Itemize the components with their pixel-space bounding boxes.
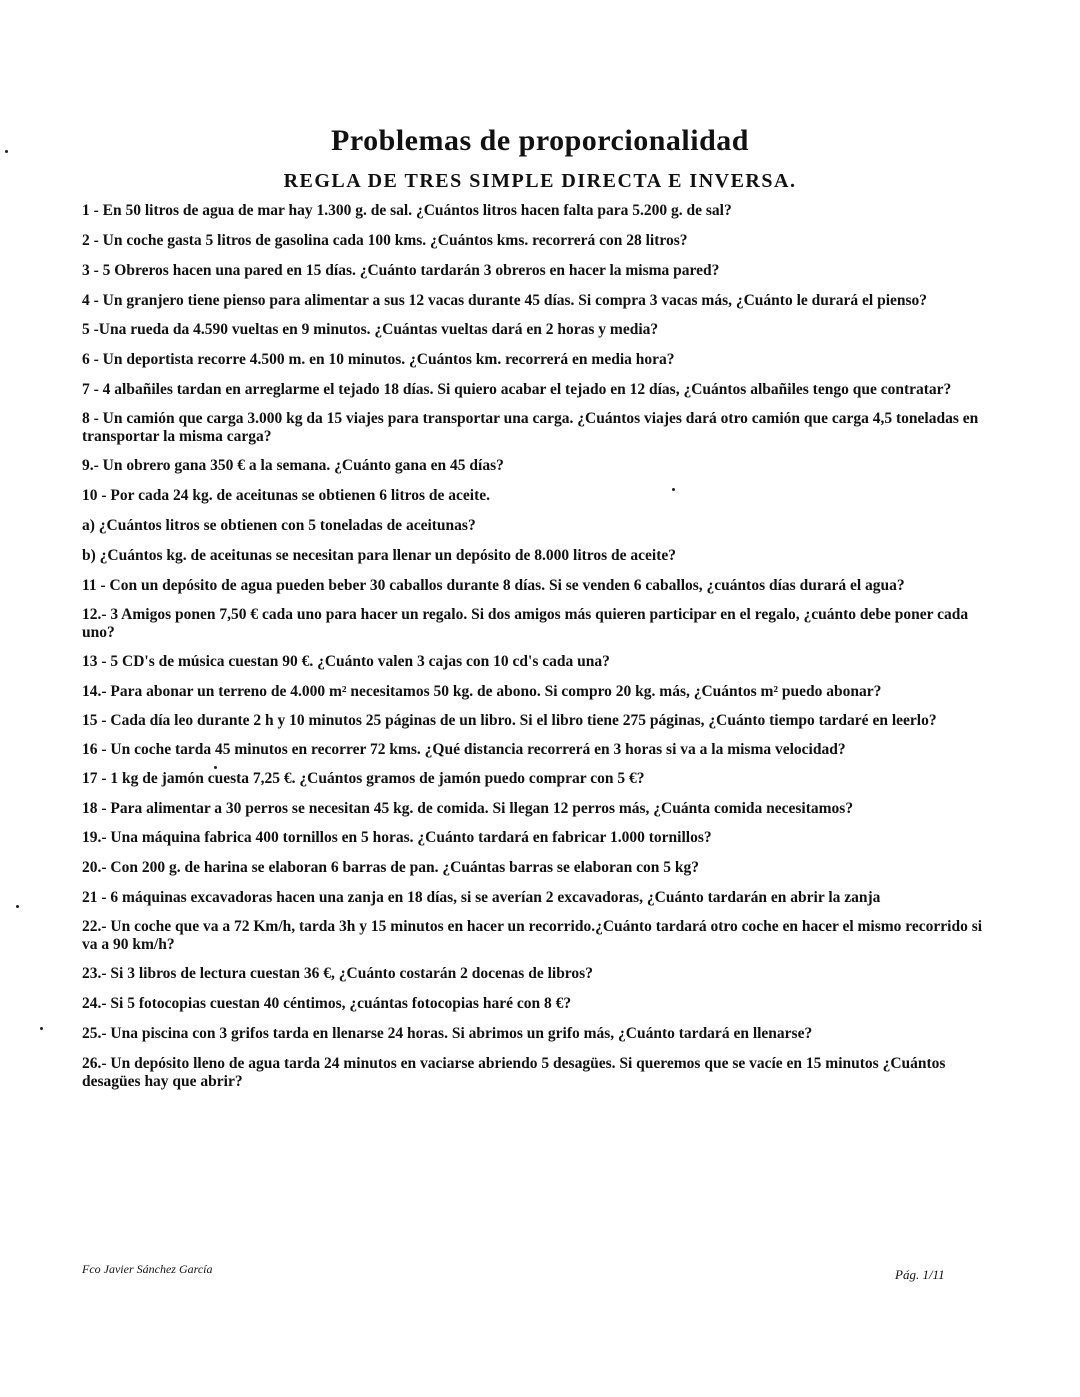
problem-21: 21 - 6 máquinas excavadoras hacen una zanja en 18 días, si se averían 2 excavadoras, ¿Cuánto tardarán en abrir la zanja bbox=[82, 889, 881, 906]
problem-18: 18 - Para alimentar a 30 perros se necesitan 45 kg. de comida. Si llegan 12 perros más, ¿Cuánta comida necesitamos? bbox=[82, 800, 854, 817]
problem-17: 17 - 1 kg de jamón cuesta 7,25 €. ¿Cuántos gramos de jamón puedo comprar con 5 €? bbox=[82, 770, 645, 787]
problem-1: 1 - En 50 litros de agua de mar hay 1.300 g. de sal. ¿Cuántos litros hacen falta para 5.200 g. de sal? bbox=[82, 202, 732, 219]
problem-24: 24.- Si 5 fotocopias cuestan 40 céntimos, ¿cuántas fotocopias haré con 8 €? bbox=[82, 995, 572, 1012]
scan-speck bbox=[16, 905, 19, 908]
problem-11: 11 - Con un depósito de agua pueden beber 30 caballos durante 8 días. Si se venden 6 caballos, ¿cuántos días durará el agua? bbox=[82, 577, 905, 594]
problem-5: 5 -Una rueda da 4.590 vueltas en 9 minutos. ¿Cuántas vueltas dará en 2 horas y media? bbox=[82, 321, 659, 338]
problem-8: 8 - Un camión que carga 3.000 kg da 15 viajes para transportar una carga. ¿Cuántos viajes dará otro camión que carga 4,5 toneladas en transportar la misma carga? bbox=[82, 410, 979, 445]
problem-10b: b) ¿Cuántos kg. de aceitunas se necesitan para llenar un depósito de 8.000 litros de aceite? bbox=[82, 547, 677, 564]
problem-10a: a) ¿Cuántos litros se obtienen con 5 toneladas de aceitunas? bbox=[82, 517, 476, 534]
problem-4: 4 - Un granjero tiene pienso para alimentar a sus 12 vacas durante 45 días. Si compra 3 vacas más, ¿Cuánto le durará el pienso? bbox=[82, 292, 928, 309]
page-title: Problemas de proporcionalidad bbox=[331, 124, 749, 157]
problem-14: 14.- Para abonar un terreno de 4.000 m² necesitamos 50 kg. de abono. Si compro 20 kg. más, ¿Cuántos m² puedo abonar? bbox=[82, 683, 882, 700]
problem-13: 13 - 5 CD's de música cuestan 90 €. ¿Cuánto valen 3 cajas con 10 cd's cada una? bbox=[82, 653, 610, 670]
scan-speck bbox=[214, 766, 217, 769]
problem-19: 19.- Una máquina fabrica 400 tornillos en 5 horas. ¿Cuánto tardará en fabricar 1.000 tornillos? bbox=[82, 829, 712, 846]
scan-speck bbox=[40, 1027, 43, 1030]
problem-9: 9.- Un obrero gana 350 € a la semana. ¿Cuánto gana en 45 días? bbox=[82, 457, 504, 474]
problem-6: 6 - Un deportista recorre 4.500 m. en 10 minutos. ¿Cuántos km. recorrerá en media hora? bbox=[82, 351, 675, 368]
problem-22: 22.- Un coche que va a 72 Km/h, tarda 3h y 15 minutos en hacer un recorrido.¿Cuánto tardará otro coche en hacer el mismo recorrido si va a 90 km/h? bbox=[82, 918, 983, 953]
scan-speck bbox=[672, 488, 675, 491]
problem-12: 12.- 3 Amigos ponen 7,50 € cada uno para hacer un regalo. Si dos amigos más quieren participar en el regalo, ¿cuánto debe poner cada uno? bbox=[82, 606, 969, 641]
problem-list bbox=[82, 202, 1000, 1102]
problem-25: 25.- Una piscina con 3 grifos tarda en llenarse 24 horas. Si abrimos un grifo más, ¿Cuánto tardará en llenarse? bbox=[82, 1025, 813, 1042]
footer-author: Fco Javier Sánchez García bbox=[82, 1262, 213, 1276]
problem-23: 23.- Si 3 libros de lectura cuestan 36 €, ¿Cuánto costarán 2 docenas de libros? bbox=[82, 965, 593, 982]
problem-15: 15 - Cada día leo durante 2 h y 10 minutos 25 páginas de un libro. Si el libro tiene 275 páginas, ¿Cuánto tiempo tardaré en leerlo? bbox=[82, 712, 937, 729]
scan-speck bbox=[5, 150, 8, 153]
problem-26: 26.- Un depósito lleno de agua tarda 24 minutos en vaciarse abriendo 5 desagües. Si queremos que se vacíe en 15 minutos ¿Cuántos desagües hay que abrir? bbox=[82, 1055, 946, 1090]
footer-page-number: Pág. 1/11 bbox=[895, 1267, 945, 1282]
problem-2: 2 - Un coche gasta 5 litros de gasolina cada 100 kms. ¿Cuántos kms. recorrerá con 28 litros? bbox=[82, 232, 688, 249]
problem-7: 7 - 4 albañiles tardan en arreglarme el tejado 18 días. Si quiero acabar el tejado en 12 días, ¿Cuántos albañiles tengo que contratar? bbox=[82, 381, 952, 398]
problem-16: 16 - Un coche tarda 45 minutos en recorrer 72 kms. ¿Qué distancia recorrerá en 3 horas si va a la misma velocidad? bbox=[82, 741, 846, 758]
page-subtitle: REGLA DE TRES SIMPLE DIRECTA E INVERSA. bbox=[283, 170, 797, 192]
problem-10: 10 - Por cada 24 kg. de aceitunas se obtienen 6 litros de aceite. bbox=[82, 487, 490, 504]
problem-3: 3 - 5 Obreros hacen una pared en 15 días. ¿Cuánto tardarán 3 obreros en hacer la misma pared? bbox=[82, 262, 720, 279]
problem-20: 20.- Con 200 g. de harina se elaboran 6 barras de pan. ¿Cuántas barras se elaboran con 5 kg? bbox=[82, 859, 700, 876]
